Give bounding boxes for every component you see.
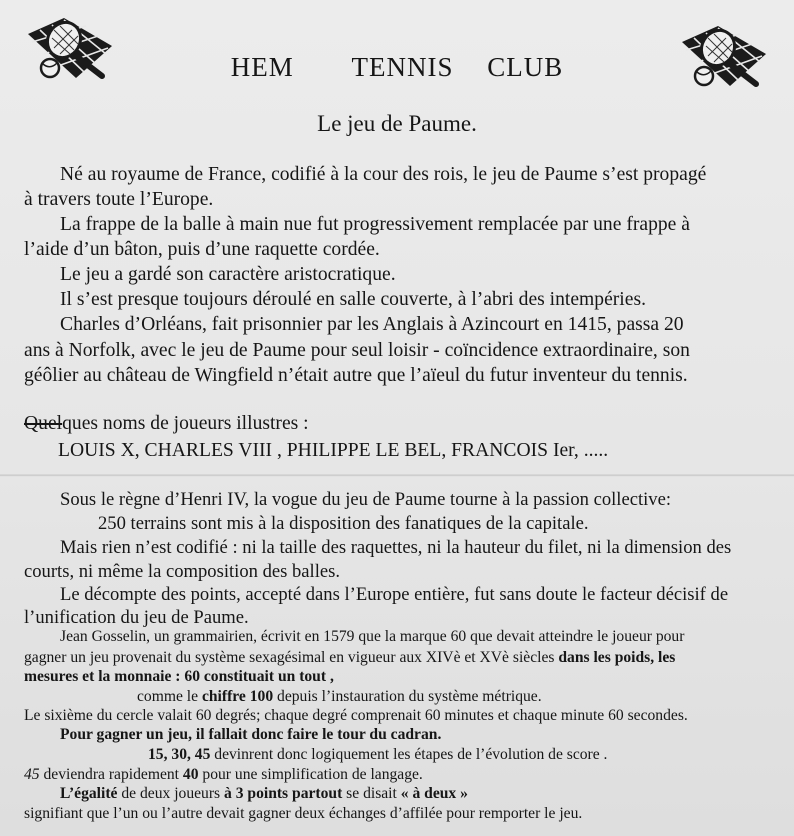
players-names: LOUIS X, CHARLES VIII , PHILIPPE LE BEL, FRANCOIS Ier, ..... (58, 440, 609, 461)
title-word: CLUB (487, 52, 564, 82)
italic-span: 45 (24, 766, 40, 783)
paper-fold (0, 474, 794, 477)
bold-span: dans les poids, les (558, 649, 676, 666)
text-span: de deux joueurs (117, 785, 224, 802)
bold-span: Pour gagner un jeu, il fallait donc faire le tour du cadran. (60, 726, 442, 743)
page-subtitle: Le jeu de Paume. (317, 111, 477, 136)
text-line: Il s’est presque toujours déroulé en salle couverte, à l’abri des intempéries. (60, 289, 646, 310)
text-line (24, 766, 423, 784)
text-line (148, 746, 607, 764)
text-line: l’aide d’un bâton, puis d’une raquette cordée. (24, 239, 380, 260)
title-word: HEM (230, 52, 294, 82)
text-line: ans à Norfolk, avec le jeu de Paume pour seul loisir - coïncidence extraordinaire, son (24, 340, 690, 361)
page-title (0, 52, 794, 83)
text-line (60, 785, 468, 803)
text-line: Jean Gosselin, un grammairien, écrivit en 1579 que la marque 60 que devait atteindre le joueur pour (60, 628, 685, 645)
text-span: se disait (342, 785, 401, 802)
text-span: depuis l’instauration du système métrique. (273, 688, 542, 705)
text-line: Mais rien n’est codifié : ni la taille des raquettes, ni la hauteur du filet, ni la dimension des (60, 537, 732, 558)
bold-span: mesures et la monnaie : 60 constituait un tout , (24, 668, 334, 685)
text-line: 250 terrains sont mis à la disposition des fanatiques de la capitale. (98, 513, 589, 534)
text-line (60, 726, 441, 744)
text-span: devinrent donc logiquement les étapes de l’évolution de score . (210, 746, 608, 763)
text-span: comme le (137, 688, 202, 705)
text-span: gagner un jeu provenait du système sexagésimal en vigueur aux XIVè et XVè siècles (24, 649, 559, 666)
text-line: Le sixième du cercle valait 60 degrés; chaque degré comprenait 60 minutes et chaque minute 60 secondes. (24, 707, 688, 724)
text-line: Le décompte des points, accepté dans l’Europe entière, fut sans doute le facteur décisif de (60, 584, 729, 605)
text-span: pour une simplification de langage. (198, 766, 423, 783)
text-line: signifiant que l’un ou l’autre devait gagner deux échanges d’affilée pour remporter le jeu. (24, 805, 583, 822)
bold-span: à 3 points partout (224, 785, 343, 802)
struck-text: Quel (24, 413, 63, 434)
text-line: La frappe de la balle à main nue fut progressivement remplacée par une frappe à (60, 214, 690, 235)
text-line: l’unification du jeu de Paume. (24, 607, 249, 628)
players-intro (24, 413, 309, 435)
bold-span: 15, 30, 45 (148, 746, 211, 763)
text-line: géôlier au château de Wingfield n’était autre que l’aïeul du futur inventeur du tennis. (24, 365, 688, 386)
players-intro-text: ques noms de joueurs illustres : (62, 413, 309, 434)
text-line: courts, ni même la composition des balles. (24, 561, 341, 582)
bold-span: chiffre 100 (201, 688, 274, 705)
text-span: deviendra rapidement (39, 766, 183, 783)
bold-span: 40 (182, 766, 199, 783)
bold-span: L’égalité (60, 785, 118, 802)
text-line: à travers toute l’Europe. (24, 189, 214, 210)
text-line: Sous le règne d’Henri IV, la vogue du jeu de Paume tourne à la passion collective: (60, 489, 672, 510)
text-line: Né au royaume de France, codifié à la cour des rois, le jeu de Paume s’est propagé (60, 164, 707, 185)
text-line (24, 668, 334, 686)
title-word: TENNIS (351, 52, 454, 82)
text-line: Charles d’Orléans, fait prisonnier par les Anglais à Azincourt en 1415, passa 20 (60, 314, 684, 335)
bold-span: « à deux » (400, 785, 468, 802)
text-line: Le jeu a gardé son caractère aristocratique. (60, 264, 396, 285)
text-line (24, 649, 675, 667)
text-line (137, 688, 542, 706)
